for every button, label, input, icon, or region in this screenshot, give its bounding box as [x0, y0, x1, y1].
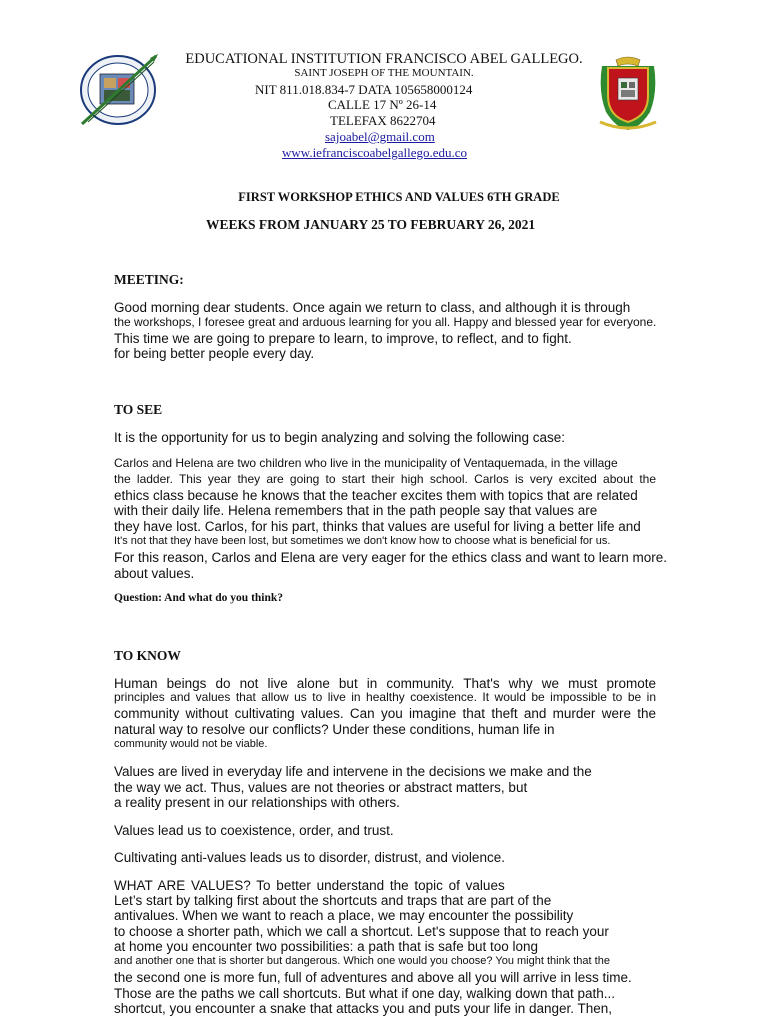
meeting-line: for being better people every day. — [114, 346, 315, 361]
to-know-line: principles and values that allow us to live in healthy coexistence. It would be impossible to be in — [114, 690, 656, 704]
to-know-line: the way we act. Thus, values are not theories or abstract matters, but — [114, 780, 528, 795]
weeks-title: WEEKS FROM JANUARY 25 TO FEBRUARY 26, 2021 — [206, 217, 536, 232]
meeting-line: Good morning dear students. Once again we return to class, and although it is through — [114, 300, 631, 315]
to-know-line: antivalues. When we want to reach a place, we may encounter the possibility — [114, 908, 574, 923]
case-line: with their daily life. Helena remembers that in the path people say that values are — [114, 503, 598, 518]
address-line: CALLE 17 Nº 26-14 — [328, 97, 437, 112]
question-text: Question: And what do you think? — [114, 592, 284, 604]
case-line: about values. — [114, 566, 195, 581]
to-see-intro: It is the opportunity for us to begin analyzing and solving the following case: — [114, 430, 566, 445]
to-know-line: to choose a shorter path, which we call a shortcut. Let's suppose that to reach your — [114, 924, 609, 939]
to-know-line: the second one is more fun, full of adventures and above all you will arrive in less time. — [114, 970, 632, 985]
to-know-line: Values are lived in everyday life and intervene in the decisions we make and the — [114, 764, 592, 779]
case-line: they have lost. Carlos, for his part, thinks that values are useful for living a better life and — [114, 519, 641, 534]
to-know-line: and another one that is shorter but dangerous. Which one would you choose? You might think that the — [114, 955, 610, 967]
institution-name: EDUCATIONAL INSTITUTION FRANCISCO ABEL GALLEGO. — [185, 51, 583, 67]
meeting-line: the workshops, I foresee great and arduous learning for you all. Happy and blessed year for everyone. — [114, 315, 657, 329]
to-know-line: community would not be viable. — [114, 738, 268, 750]
website-link[interactable]: www.iefranciscoabelgallego.edu.co — [282, 145, 468, 160]
nit-line: NIT 811.018.834-7 DATA 105658000124 — [255, 82, 473, 97]
email-link[interactable]: sajoabel@gmail.com — [325, 129, 435, 144]
institution-subtitle: SAINT JOSEPH OF THE MOUNTAIN. — [294, 67, 474, 79]
case-line: For this reason, Carlos and Elena are very eager for the ethics class and want to learn more. — [114, 550, 668, 565]
to-see-heading: TO SEE — [114, 402, 163, 417]
to-know-line: WHAT ARE VALUES? To better understand the topic of values — [114, 878, 505, 893]
telefax-line: TELEFAX 8622704 — [330, 113, 436, 128]
to-know-line: shortcut, you encounter a snake that attacks you and puts your life in danger. Then, — [114, 1001, 613, 1016]
case-line: the ladder. This year they are going to start their high school. Carlos is very excited about the — [114, 472, 656, 486]
workshop-title: FIRST WORKSHOP ETHICS AND VALUES 6TH GRADE — [238, 190, 560, 204]
meeting-heading: MEETING: — [114, 272, 184, 287]
to-know-line: a reality present in our relationships with others. — [114, 795, 400, 810]
meeting-line: This time we are going to prepare to learn, to improve, to reflect, and to fight. — [114, 331, 572, 346]
to-know-line: community without cultivating values. Can you imagine that theft and murder were the — [114, 706, 656, 721]
to-know-line: at home you encounter two possibilities: a path that is safe but too long — [114, 939, 539, 954]
to-know-line: Cultivating anti-values leads us to disorder, distrust, and violence. — [114, 850, 505, 865]
case-line: Carlos and Helena are two children who live in the municipality of Ventaquemada, in the village — [114, 456, 618, 470]
to-know-heading: TO KNOW — [114, 648, 181, 663]
case-line: ethics class because he knows that the teacher excites them with topics that are related — [114, 488, 638, 503]
case-line: It's not that they have been lost, but sometimes we don't know how to choose what is beneficial for us. — [114, 535, 611, 547]
to-know-line: Values lead us to coexistence, order, and trust. — [114, 823, 394, 838]
to-know-line: Let’s start by talking first about the shortcuts and traps that are part of the — [114, 893, 552, 908]
to-know-line: Those are the paths we call shortcuts. But what if one day, walking down that path... — [114, 986, 616, 1001]
to-know-line: natural way to resolve our conflicts? Under these conditions, human life in — [114, 722, 555, 737]
to-know-line: Human beings do not live alone but in community. That's why we must promote — [114, 676, 656, 691]
